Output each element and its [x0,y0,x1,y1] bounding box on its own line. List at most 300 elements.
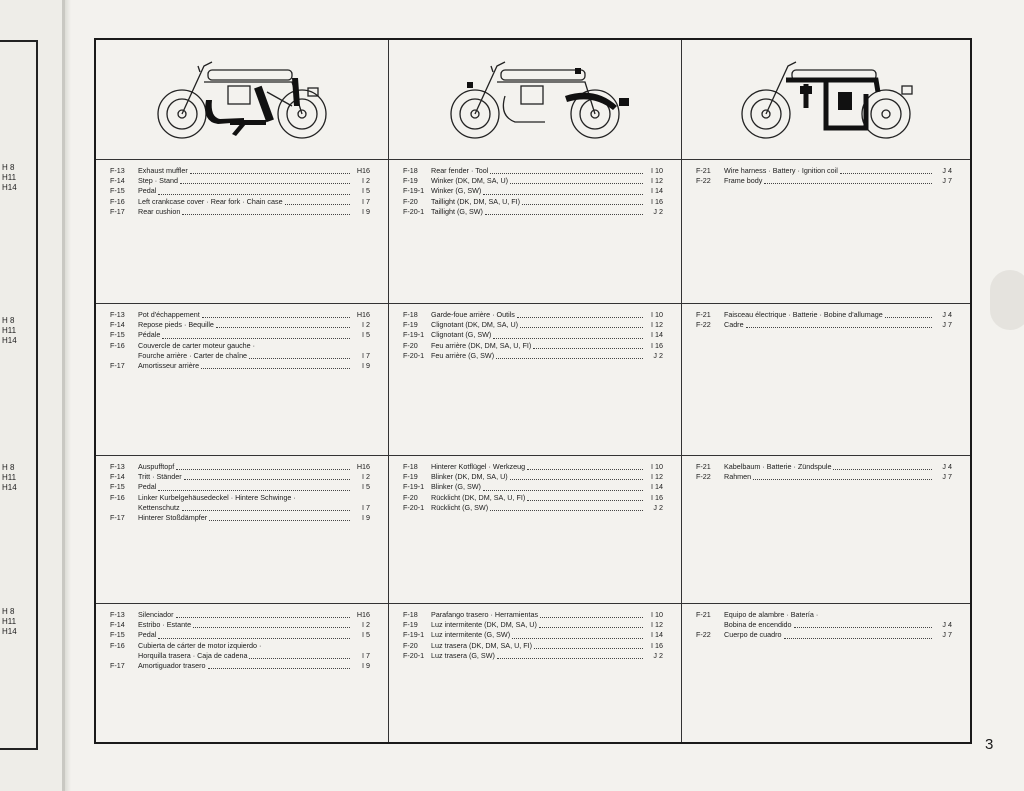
figure-code: F-16 [110,196,125,206]
description-line [138,610,352,620]
parts-entry [403,503,663,513]
show-through-tab [990,270,1024,330]
description-line [138,186,352,196]
figure-code: F-21 [696,610,711,619]
entry-description [431,641,645,651]
entry-description [431,503,645,513]
leader-dots [517,310,643,318]
parts-list [696,610,952,641]
entry-description [431,341,645,351]
description-text: Blinker (G, SW) [431,482,481,492]
entry-description [138,166,352,176]
description-text: Faisceau électrique · Batterie · Bobine d'allumage [724,310,883,319]
parts-list [110,462,370,523]
description-text: Winker (G, SW) [431,186,482,196]
figure-code: F-18 [403,462,418,471]
parts-cell-en-1 [96,160,389,304]
description-line [138,361,352,371]
leader-dots [202,310,350,318]
parts-entry [696,166,952,176]
page-number: 3 [985,736,994,753]
entry-description [138,630,352,640]
description-line [138,176,352,186]
figure-code: F-19-1 [403,330,425,340]
description-text: Clignotant (DK, DM, SA, U) [431,320,519,330]
page-reference: H16 [356,462,370,471]
figure-code: F-20-1 [403,650,425,660]
parts-entry [403,651,663,661]
leader-dots [764,176,932,184]
parts-entry [403,186,663,196]
entry-description [431,493,645,503]
previous-page-frame [0,40,38,750]
leader-dots [510,176,643,184]
description-text: Parafango trasero · Herramientas [431,610,539,619]
leader-dots [158,186,350,194]
leader-dots [794,620,932,628]
figure-code: F-18 [403,166,418,175]
description-line [138,620,352,630]
leader-dots [216,320,350,328]
entry-description [431,320,645,330]
description-text: Winker (DK, DM, SA, U) [431,176,509,186]
figure-code: F-19 [403,620,418,630]
description-line [138,351,352,361]
description-line [431,310,645,320]
parts-entry [403,341,663,351]
leader-dots [162,330,350,338]
page-reference: I 12 [651,472,663,482]
prev-page-refs-3 [2,463,17,493]
parts-entry [403,482,663,492]
description-text: Cadre [724,320,744,330]
description-line [431,207,645,217]
parts-entry [110,186,370,196]
leader-dots [490,166,643,174]
entry-description [724,610,934,630]
description-line [724,176,934,186]
description-line [431,351,645,361]
leader-dots [158,482,350,490]
description-line [431,610,645,620]
description-text: Step · Stand [138,176,178,186]
description-text: Bobina de encendido [724,620,792,630]
description-text: Wire harness · Battery · Ignition coil [724,166,838,175]
description-text: Cubierta de cárter de motor izquierdo · [138,640,262,650]
entry-description [431,330,645,340]
figure-code: F-16 [110,340,125,350]
page-reference: J 2 [653,502,663,512]
parts-entry [403,197,663,207]
entry-description [431,207,645,217]
page-reference: H16 [356,610,370,619]
page-reference: J 2 [653,206,663,216]
entry-description [724,462,934,472]
entry-description [138,482,352,492]
parts-cell-en-3 [682,160,970,304]
leader-dots [512,630,643,638]
page-reference: I 10 [651,610,663,619]
parts-entry [110,176,370,186]
description-text: Tritt · Ständer [138,472,182,482]
entry-description [138,462,352,472]
description-line [431,186,645,196]
leader-dots [158,630,350,638]
figure-code: F-20 [403,492,418,502]
figure-code: F-20-1 [403,206,425,216]
description-text: Hinterer Stoßdämpfer [138,513,208,523]
entry-description [138,610,352,620]
description-text: Left crankcase cover · Rear fork · Chain case [138,196,283,206]
description-line [431,503,645,513]
figure-code: F-20 [403,196,418,206]
figure-code: F-22 [696,630,711,640]
leader-dots [885,310,932,318]
description-text: Silenciador [138,610,174,619]
leader-dots [527,493,643,501]
page-reference: I 14 [651,186,663,196]
prev-ref: H11 [2,473,17,482]
figure-code: F-17 [110,206,125,216]
description-line [138,341,352,351]
figure-code: F-16 [110,492,125,502]
parts-entry [110,361,370,371]
leader-dots [485,207,643,215]
leader-dots [193,620,350,628]
description-line [138,482,352,492]
description-line [724,620,934,630]
parts-entry [110,620,370,630]
motorcycle-illustration-1 [142,52,342,148]
prev-ref: H 8 [2,607,15,616]
figure-code: F-20 [403,640,418,650]
page-reference: I 9 [362,206,370,216]
page-reference: J 4 [942,620,952,630]
parts-cell-en-2 [389,160,682,304]
previous-page-edge [0,0,64,791]
figure-code: F-15 [110,186,125,196]
parts-list [403,310,663,361]
entry-description [431,462,645,472]
prev-ref: H14 [2,336,17,345]
description-line [431,651,645,661]
page-reference: I 12 [651,620,663,630]
figure-code: F-17 [110,361,125,371]
parts-entry [110,482,370,492]
figure-code: F-18 [403,610,418,619]
entry-description [431,610,645,620]
parts-entry [110,166,370,176]
description-line [431,341,645,351]
parts-entry [403,351,663,361]
entry-description [431,482,645,492]
parts-entry [696,320,952,330]
description-text: Rücklicht (G, SW) [431,502,489,512]
parts-entry [403,620,663,630]
entry-description [138,310,352,320]
description-line [724,630,934,640]
description-line [138,661,352,671]
description-text: Auspufftopf [138,462,175,471]
parts-entry [403,176,663,186]
page-reference: J 7 [942,630,952,640]
entry-description [431,630,645,640]
parts-list [696,462,952,482]
leader-dots [208,661,350,669]
parts-entry [110,630,370,640]
leader-dots [784,630,932,638]
page-reference: J 4 [942,166,952,175]
figure-code: F-13 [110,462,125,471]
illustration-fender-winker-taillight [389,40,682,160]
entry-description [138,641,352,661]
figure-code: F-20 [403,340,418,350]
page-reference: I 7 [362,502,370,512]
parts-entry [403,630,663,640]
leader-dots [540,610,643,618]
description-text: Pot d'échappement [138,310,200,319]
figure-code: F-22 [696,472,711,482]
parts-entry [110,320,370,330]
entry-description [431,351,645,361]
description-text: Frame body [724,176,763,186]
motorcycle-illustration-3 [726,52,926,148]
description-text: Feu arrière (DK, DM, SA, U, FI) [431,340,532,350]
figure-code: F-13 [110,166,125,175]
entry-description [138,361,352,371]
description-line [724,320,934,330]
leader-dots [182,503,350,511]
figure-code: F-14 [110,620,125,630]
leader-dots [533,341,643,349]
entry-description [724,630,934,640]
description-text: Luz trasera (DK, DM, SA, U, FI) [431,640,533,650]
leader-dots [483,482,643,490]
description-text: Kettenschutz [138,502,180,512]
parts-entry [110,207,370,217]
motorcycle-illustration-2 [435,52,635,148]
figure-code: F-13 [110,610,125,619]
page-reference: I 10 [651,166,663,175]
leader-dots [520,320,643,328]
description-line [724,310,934,320]
page-reference: I 10 [651,462,663,471]
entry-description [431,310,645,320]
leader-dots [510,472,643,480]
parts-entry [403,641,663,651]
parts-entry [110,462,370,472]
description-line [138,197,352,207]
illustration-harness-frame [682,40,970,160]
description-line [431,493,645,503]
page-reference: J 2 [653,350,663,360]
description-text: Pedal [138,186,157,196]
leader-dots [176,610,350,618]
parts-cell-es-2 [389,604,682,742]
figure-code: F-20-1 [403,350,425,360]
leader-dots [497,651,643,659]
description-line [431,472,645,482]
description-text: Horquilla trasera · Caja de cadena [138,650,248,660]
figure-code: F-19-1 [403,630,425,640]
description-line [138,330,352,340]
entry-description [138,620,352,630]
description-text: Clignotant (G, SW) [431,330,492,340]
prev-ref: H 8 [2,163,15,172]
parts-index-table [94,38,972,744]
figure-code: F-19-1 [403,482,425,492]
page-reference: I 16 [651,196,663,206]
page-reference: I 14 [651,482,663,492]
illustration-exhaust-step-pedal [96,40,389,160]
leader-dots [285,197,350,205]
prev-ref: H14 [2,183,17,192]
parts-entry [403,320,663,330]
entry-description [724,472,934,482]
description-text: Exhaust muffler [138,166,188,175]
figure-code: F-13 [110,310,125,319]
prev-page-refs-2 [2,316,17,346]
description-line [138,166,352,176]
description-text: Blinker (DK, DM, SA, U) [431,472,508,482]
description-text: Repose pieds · Bequille [138,320,214,330]
parts-cell-fr-3 [682,304,970,456]
description-text: Couvercle de carter moteur gauche · [138,340,256,350]
prev-ref: H11 [2,326,17,335]
parts-list [696,310,952,330]
page-reference: I 9 [362,513,370,523]
leader-dots [201,361,350,369]
entry-description [431,166,645,176]
parts-entry [403,472,663,482]
leader-dots [490,503,643,511]
page-reference: I 16 [651,340,663,350]
entry-description [138,472,352,482]
parts-entry [696,610,952,630]
prev-ref: H 8 [2,463,15,472]
description-text: Taillight (DK, DM, SA, U, FI) [431,196,521,206]
parts-list [403,166,663,217]
entry-description [138,186,352,196]
figure-code: F-15 [110,630,125,640]
parts-entry [403,207,663,217]
page-reference: H16 [356,166,370,175]
page-reference: J 2 [653,650,663,660]
figure-code: F-19 [403,176,418,186]
description-text: Feu arrière (G, SW) [431,350,495,360]
figure-code: F-15 [110,330,125,340]
parts-entry [110,472,370,482]
entry-description [138,320,352,330]
figure-code: F-17 [110,661,125,671]
figure-code: F-20-1 [403,502,425,512]
page-reference: I 14 [651,630,663,640]
description-text: Luz intermitente (DK, DM, SA, U) [431,620,537,630]
parts-entry [110,513,370,523]
description-line [724,472,934,482]
parts-cell-de-1 [96,456,389,604]
parts-entry [403,493,663,503]
prev-ref: H11 [2,173,17,182]
leader-dots [496,351,643,359]
page-reference: H16 [356,310,370,319]
entry-description [138,513,352,523]
description-text: Luz intermitente (G, SW) [431,630,511,640]
leader-dots [753,472,932,480]
page-reference: I 12 [651,320,663,330]
parts-entry [110,610,370,620]
prev-ref: H14 [2,483,17,492]
page-reference: I 9 [362,361,370,371]
leader-dots [209,513,350,521]
prev-ref: H11 [2,617,17,626]
entry-description [431,186,645,196]
leader-dots [522,197,643,205]
description-text: Cuerpo de cuadro [724,630,782,640]
page-reference: I 2 [362,472,370,482]
page-reference: I 5 [362,186,370,196]
description-line [431,641,645,651]
parts-list [110,610,370,671]
figure-code: F-15 [110,482,125,492]
description-line [431,330,645,340]
description-line [138,513,352,523]
description-text: Pédale [138,330,161,340]
leader-dots [539,620,643,628]
leader-dots [534,641,643,649]
page-reference: I 5 [362,482,370,492]
page-reference: I 2 [362,620,370,630]
parts-list [110,310,370,371]
page-reference: J 7 [942,320,952,330]
prev-page-refs-1 [2,163,17,193]
description-line [138,320,352,330]
description-line [431,166,645,176]
entry-description [138,341,352,361]
prev-ref: H14 [2,627,17,636]
parts-entry [110,493,370,513]
parts-entry [110,661,370,671]
description-text: Amortisseur arrière [138,361,200,371]
parts-entry [696,462,952,472]
parts-entry [696,310,952,320]
figure-code: F-22 [696,176,711,186]
figure-code: F-14 [110,320,125,330]
entry-description [431,197,645,207]
leader-dots [182,207,350,215]
parts-grid [96,40,970,742]
entry-description [724,310,934,320]
entry-description [724,166,934,176]
page-reference: I 2 [362,176,370,186]
leader-dots [190,166,350,174]
parts-entry [110,641,370,661]
figure-code: F-21 [696,462,711,471]
parts-cell-fr-1 [96,304,389,456]
page-reference: I 7 [362,196,370,206]
entry-description [138,661,352,671]
leader-dots [184,472,350,480]
description-line [724,610,934,620]
parts-cell-es-3 [682,604,970,742]
entry-description [724,176,934,186]
page-reference: I 14 [651,330,663,340]
parts-entry [403,462,663,472]
description-line [431,482,645,492]
entry-description [138,330,352,340]
figure-code: F-18 [403,310,418,319]
description-text: Amortiguador trasero [138,661,206,671]
